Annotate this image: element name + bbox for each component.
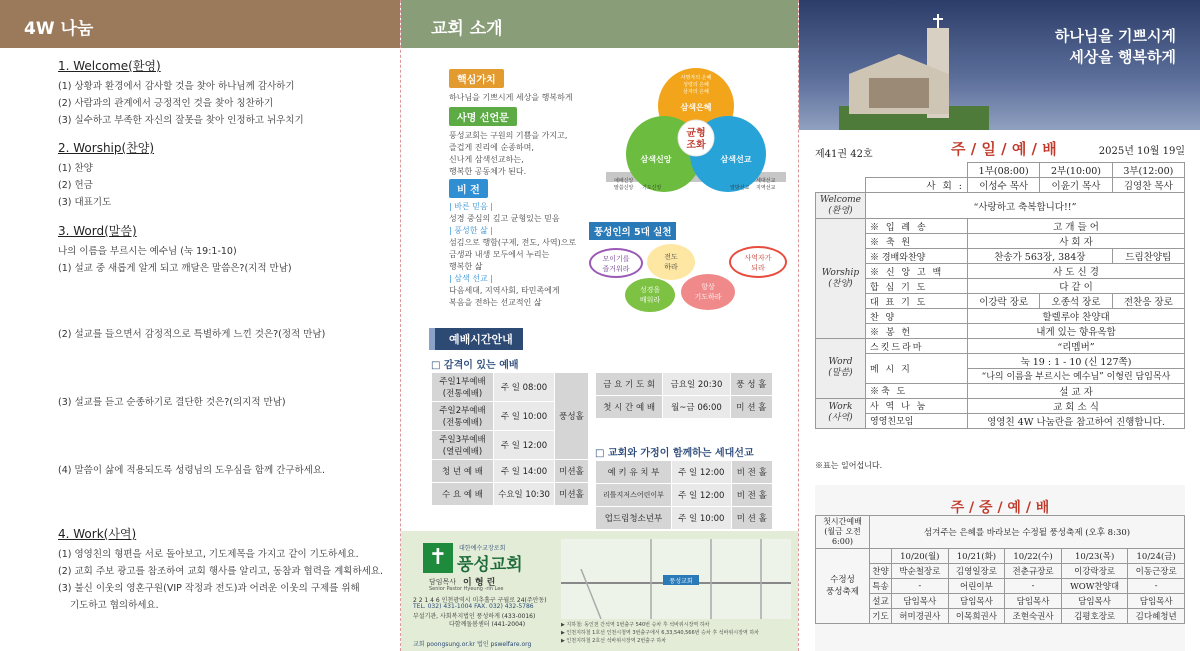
faith-label: 삼색신앙 [640,155,672,164]
word-line: 나의 이름을 부르시는 예수님 (눅 19:1-10) [58,246,237,257]
order-item: 대 표 기 도 [866,294,968,309]
table-row [816,234,1185,249]
service-name: 청 년 예 배 [432,460,494,483]
five-practices [589,220,789,310]
vision-text: 성경 중심의 깊고 균형있는 믿음 [449,214,560,223]
vision-heading: | 풍성한 삶 | [449,226,493,235]
work-line: 기도하고 협의하세요. [70,600,159,611]
cell: WOW찬양대 [1061,579,1127,594]
table-row [432,373,589,402]
order-value: 교 회 소 식 [968,398,1185,413]
order-value: “리멤버” [968,339,1185,354]
three-color-diagram [606,64,786,204]
service-name: 첫 시 간 예 배 [596,396,663,419]
transit-line: ▶ 인천지하철 2호선 석바위시장역 2번출구 하차 [561,638,667,644]
pastor-en: Senior Pastor Hyeung -rin Lee [429,586,504,592]
order-item: ※ 봉 헌 [866,324,968,339]
festival-label: 수정성 풍성축제 [816,549,870,624]
service-name: 금 요 기 도 회 [596,373,663,396]
generation-table [595,460,773,530]
order-item: ※ 경배와찬양 [866,249,968,264]
word-label: Word (말씀) [816,339,866,399]
table-row [816,413,1185,428]
church-logo-name: 풍성교회 [457,555,523,575]
core-value [449,68,599,104]
worship-label: Worship (찬양) [816,219,866,339]
day-head: 10/21(화) [948,549,1005,564]
aux-org: 다함께돌봄센터 (441-2004) [449,621,526,628]
grace-small: 삼자의 은혜 [683,89,709,95]
cell: 이강락장로 [1061,564,1127,579]
word-title: 3. Word(말씀) [58,224,137,238]
table-row [816,398,1185,413]
pastor-name: 이 형 린 [463,578,496,588]
mission-small: 세대선교 [756,178,776,184]
worship-title: 2. Worship(찬양) [58,141,155,155]
table-row [816,564,1185,579]
cross-icon [937,14,939,28]
order-item: ※ 입 례 송 [866,219,968,234]
service-time: 월~금 06:00 [663,396,730,419]
service-time: 주 일 10:00 [494,402,555,431]
faith-small: 말씀신앙 [614,185,634,191]
vision-text: 금생과 내생 모두에서 누리는 [449,250,550,259]
date: 2025년 10월 19일 [1098,146,1185,157]
order-value: 다 같 이 [968,279,1185,294]
vision-text: 다음세대, 지역사회, 타민족에게 [449,286,560,295]
table-row [596,461,773,484]
mission-label: 삼색선교 [720,155,752,164]
table-row [816,264,1185,279]
transit-line: ▶ 지하철: 동인천 간석역 1번출구 540번 승차 후 석바위시장역 하차 [561,622,710,628]
cell: - [1005,579,1062,594]
order-value: 찬송가 563장, 384장 [968,249,1113,264]
order-item: ※ 신 앙 고 백 [866,264,968,279]
word-question-2: (2) 설교를 들으면서 감정적으로 특별하게 느낀 것은?(정적 만남) [58,329,326,340]
table-row [432,483,589,506]
banner-text [1055,26,1176,68]
sermon-title: “나의 이름을 부르시는 예수님” 이형린 담임목사 [968,369,1185,384]
row-key: 특송 [870,579,892,594]
word-section [58,222,292,277]
table-row [596,507,773,530]
order-value: 드림찬양팀 [1112,249,1184,264]
logo-small: 대한예수교장로회 [459,545,506,552]
cell: 박순철장로 [892,564,949,579]
transit-line: ▶ 인천지하철 1호선 인천시청역 3번출구에서 6,33,540,566번 승차 후 석바위시장역 하차 [561,630,759,636]
dept-time: 주 일 10:00 [671,507,731,530]
volume: 제41권 42호 [815,149,873,160]
order-value: 영영친 4W 나눔란을 참고하여 진행합니다. [968,413,1185,428]
practice-bubble: 사역자가 되라 [729,246,787,278]
pastor-label: 담임목사 [429,578,457,586]
church-building-image [839,14,989,130]
panel-header: 4W 나눔 [0,0,400,48]
dept-time: 주 일 12:00 [671,484,731,507]
grace-label: 삼색은혜 [680,103,712,112]
five-practices-title: 풍성인의 5대 실천 [589,222,676,240]
service-time: 수요일 10:30 [494,483,555,506]
order-item: 찬 양 [866,309,968,324]
dawn-text: 섬겨주는 은혜를 바라보는 수정될 풍성축제 (오후 8:30) [870,516,1185,549]
sunday-order-table [815,162,1185,429]
scripture-ref: 눅 19 : 1 - 10 (신 127쪽) [968,354,1185,369]
order-item: 사 역 나 눔 [866,398,968,413]
cell: 전춘규장로 [1005,564,1062,579]
core-value-tag: 핵심가치 [449,69,504,88]
service-place: 미션홀 [555,483,589,506]
table-row [816,594,1185,609]
table-row [816,339,1185,354]
table-row [816,279,1185,294]
order-item: 메 시 지 [866,354,968,384]
order-item: ※축 도 [866,383,968,398]
table-row [816,178,1185,193]
facade [869,78,929,108]
table-row [816,579,1185,594]
service-name: 주일3부예배 (열린예배) [432,431,494,460]
order-item: ※ 축 원 [866,234,968,249]
church-footer [401,531,799,651]
welcome-line: (2) 사람과의 관계에서 긍정적인 것을 찾아 칭찬하기 [58,98,274,109]
mission-statement [449,106,599,178]
row-key: 설교 [870,594,892,609]
service-place: 미 션 홀 [730,396,772,419]
dept-name: 업드림청소년부 [596,507,672,530]
practice-bubble: 항상 기도하라 [681,274,735,310]
order-value: 사 회 자 [968,234,1185,249]
work-line: (2) 교회 주보 광고를 참조하여 교회 행사를 알리고, 동참과 협력을 계획하세요. [58,566,384,577]
table-row [816,549,1185,564]
vision-tag: 비 전 [449,179,488,198]
sunday-service-title: 주 / 일 / 예 / 배 [951,140,1057,158]
col-head: 3부(12:00) [1112,163,1184,178]
worship-line: (2) 헌금 [58,180,93,191]
table-row [596,373,773,396]
sunday-service-header [815,142,1185,161]
order-item: 스킷드라마 [866,339,968,354]
standing-note: ※표는 일어섭니다. [815,461,883,470]
order-value: 전찬응 장로 [1112,294,1184,309]
worship-section [58,139,154,211]
table-row [816,294,1185,309]
vision-heading: | 삼색 선교 | [449,274,493,283]
worship-line: (1) 찬양 [58,163,93,174]
weekday-section [815,485,1185,651]
host-label: 사 회 : [866,178,968,193]
website[interactable]: 교회 poongsung.or.kr 법인 pswelfare.org [413,641,532,648]
work-label: Work (사역) [816,398,866,428]
mission-line: 풍성교회는 구원의 기쁨을 가지고, [449,131,568,140]
banner-line: 세상을 행복하게 [1069,48,1176,66]
day-head: 10/23(목) [1061,549,1127,564]
welcome-line: (1) 상황과 환경에서 감사할 것을 찾아 하나님께 감사하기 [58,81,295,92]
vision-text: 섬김으로 행함(구제, 전도, 사역)으로 [449,238,577,247]
cell: - [1128,579,1185,594]
service-time: 금요일 20:30 [663,373,730,396]
table-row [596,484,773,507]
day-head: 10/20(월) [892,549,949,564]
table-row [596,396,773,419]
service-place: 미션홀 [555,460,589,483]
center-label-2: 조화 [686,140,706,151]
practice-bubble: 성경을 배워라 [625,278,675,312]
mission-line: 신나게 삼색선교하는, [449,155,524,164]
word-question-4: (4) 말씀이 삶에 적용되도록 성령님의 도우심을 함께 간구하세요. [58,465,326,476]
cell: 담임목사 [1005,594,1062,609]
host: 김영찬 목사 [1112,178,1184,193]
mission-small: 지역선교 [756,185,776,191]
core-value-text: 하나님을 기쁘시게 세상을 행복하게 [449,93,573,102]
welcome-line: (3) 실수하고 부족한 자신의 잘못을 찾아 인정하고 뉘우치기 [58,115,304,126]
dept-name: 예 키 유 치 부 [596,461,672,484]
grace-small: 성령의 은혜 [683,82,709,88]
mission-small: 열방선교 [730,185,750,191]
table-row [816,219,1185,234]
address: 2 2 1 4 6 인천광역시 미추홀구 구월로 24(주안동) [413,597,547,604]
banner [799,0,1200,130]
faith-small: 기도신앙 [642,185,662,191]
welcome-text: “사랑하고 축복합니다!!” [866,193,1185,219]
order-value: 오종석 장로 [1040,294,1112,309]
welcome-label: Welcome (환영) [816,193,866,219]
mission-line: 즐겁게 진리에 순종하며, [449,143,534,152]
cell: 이동근장로 [1128,564,1185,579]
cell: 이목희권사 [948,609,1005,624]
weekday-title: 주 / 중 / 예 / 배 [950,500,1050,516]
host: 이윤기 목사 [1040,178,1112,193]
cross-logo-icon: ✝ [423,543,453,573]
work-line: (3) 불신 이웃의 영혼구원(VIP 작정과 전도)과 어려운 이웃의 구제를 위해 [58,583,360,594]
panel-church-intro [400,0,799,651]
order-value: 할렐루야 찬양대 [968,309,1185,324]
table-row [816,163,1185,178]
host: 이성수 목사 [968,178,1040,193]
row-key: 기도 [870,609,892,624]
generation-subtitle: □ 교회와 가정이 함께하는 세대선교 [595,448,754,459]
banner-line: 하나님을 기쁘시게 [1054,27,1176,45]
cell: 담임목사 [948,594,1005,609]
practice-bubble: 모이기를 즐거워라 [589,248,643,278]
order-value: 고 개 들 어 [968,219,1185,234]
service-name: 수 요 예 배 [432,483,494,506]
dept-name: 리틀지저스어린이부 [596,484,672,507]
order-value: 내게 있는 향유옥합 [968,324,1185,339]
table-row [816,249,1185,264]
panel-header: 교회 소개 [401,0,798,48]
day-head: 10/22(수) [1005,549,1062,564]
table-row [816,609,1185,624]
mission-tag: 사명 선언문 [449,107,517,126]
welcome-section [58,57,304,129]
schedule-title: 예배시간안내 [429,328,523,350]
service-time: 주 일 12:00 [494,431,555,460]
order-value: 사 도 신 경 [968,264,1185,279]
weekday-table [815,515,1185,624]
panel-4w-sharing [0,0,400,651]
service-time: 주 일 08:00 [494,373,555,402]
cell: 조현숙권사 [1005,609,1062,624]
cross-icon [933,18,943,20]
vision-text: 복음을 전하는 선교적인 삶 [449,298,542,307]
cell: 담임목사 [892,594,949,609]
cell: 김영일장로 [948,564,1005,579]
weekday-services-table [595,372,773,419]
dept-place: 미 션 홀 [731,507,772,530]
vision-heading: | 바른 믿음 | [449,202,493,211]
sunday-services-table [431,372,589,506]
service-name: 주일2부예배 (전통예배) [432,402,494,431]
worship-subtitle: □ 감격이 있는 예배 [431,360,519,371]
mission-line: 행복한 공동체가 된다. [449,167,527,176]
dept-place: 비 전 홀 [731,484,772,507]
worship-line: (3) 대표기도 [58,197,112,208]
grace-small: 사명자의 은혜 [680,75,712,81]
aux-org: 부설기관, 사회복지법인 풍성하게 (433-0016) [413,613,536,620]
day-head: 10/24(금) [1128,549,1185,564]
row-key: 찬양 [870,564,892,579]
cell: 김평호장로 [1061,609,1127,624]
order-item: 합 심 기 도 [866,279,968,294]
transit-info [561,621,759,645]
faith-small: 예배신앙 [614,178,634,184]
word-question-3: (3) 설교를 듣고 순종하기로 결단한 것은?(의지적 만남) [58,397,286,408]
cell: 어린이부 [948,579,1005,594]
practice-bubble: 전도 하라 [647,244,695,280]
order-value: 이강락 장로 [968,294,1040,309]
service-name: 주일1부예배 (전통예배) [432,373,494,402]
table-row [816,309,1185,324]
table-row [816,193,1185,219]
work-title: 4. Work(사역) [58,527,137,541]
work-line: (1) 영영친의 형편을 서로 돌아보고, 기도제목을 가지고 같이 기도하세요. [58,549,359,560]
dawn-label: 첫시간예배 (월금 오전6:00) [816,516,870,549]
map [561,539,791,619]
cell: 허미경권사 [892,609,949,624]
dept-place: 비 전 홀 [731,461,772,484]
word-line: (1) 설교 중 새롭게 알게 되고 깨달은 말씀은?(지적 만남) [58,263,292,274]
order-item: 영영친모임 [866,413,968,428]
tel-fax: TEL. 032) 431-1004 FAX. 032) 432-5786 [413,603,534,610]
table-row [816,354,1185,369]
map-church-label: 풍성교회 [669,578,693,585]
service-place: 풍성홀 [555,373,589,460]
cell: 담임목사 [1061,594,1127,609]
table-row [816,383,1185,398]
table-row [816,324,1185,339]
order-value: 설 교 자 [968,383,1185,398]
table-row [432,460,589,483]
service-place: 풍 성 홀 [730,373,772,396]
cell: 김다혜청년 [1128,609,1185,624]
center-label-1: 균형 [686,128,706,139]
table-row [816,516,1185,549]
col-head: 2부(10:00) [1040,163,1112,178]
welcome-title: 1. Welcome(환영) [58,59,161,73]
dept-time: 주 일 12:00 [671,461,731,484]
work-section [58,525,383,614]
cell: 담임목사 [1128,594,1185,609]
panel-bulletin [799,0,1200,651]
col-head: 1부(08:00) [968,163,1040,178]
vision-text: 행복한 삶 [449,262,483,271]
service-time: 주 일 14:00 [494,460,555,483]
cell: - [892,579,949,594]
